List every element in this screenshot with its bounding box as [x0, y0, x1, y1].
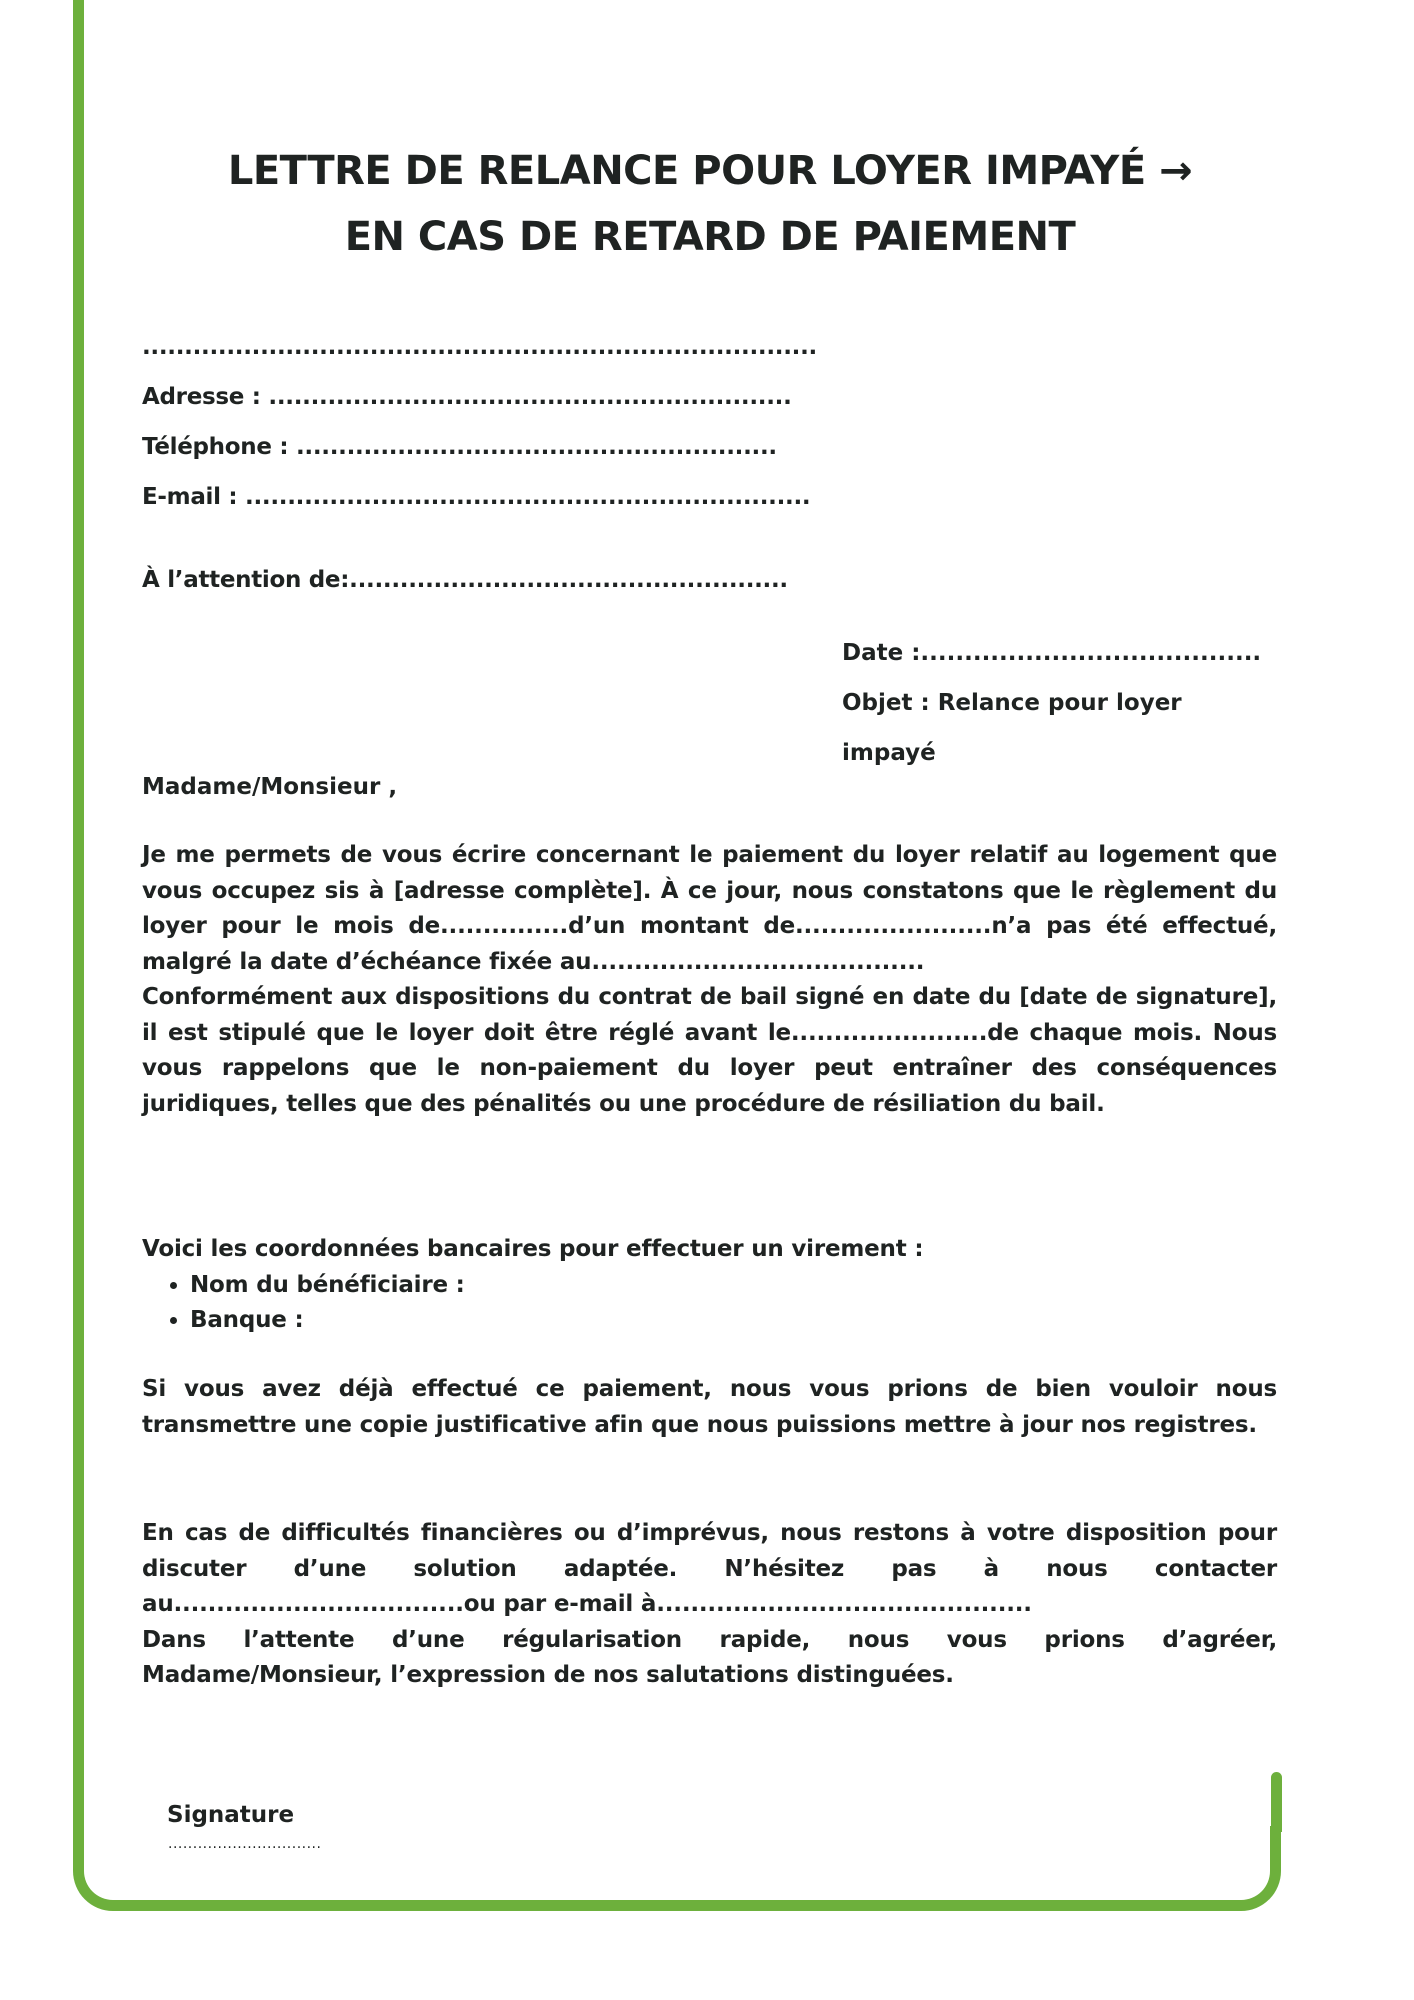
paragraph-financial-difficulties: En cas de difficultés financières ou d’imprévus, nous restons à votre disposition pour discuter d’une solution adaptée. N’hésitez pas à nous contacter au..................................ou par e-mail à............................................ — [142, 1520, 1277, 1617]
sender-email-field: E-mail : ................................................................... — [142, 484, 811, 510]
already-paid-text: Si vous avez déjà effectué ce paiement, nous vous prions de bien vouloir nous transmettre une copie justificative afin que nous puissions mettre à jour nos registres. — [142, 1376, 1277, 1438]
sender-phone-field: Téléphone : ......................................................... — [142, 434, 777, 460]
sender-address-field: Adresse : .............................................................. — [142, 384, 792, 410]
sender-block — [142, 322, 817, 522]
title-line-2: EN CAS DE RETARD DE PAIEMENT — [344, 214, 1076, 260]
salutation: Madame/Monsieur , — [142, 774, 398, 800]
bank-details-intro: Voici les coordonnées bancaires pour effectuer un virement : — [142, 1236, 924, 1262]
paragraph-bank-details — [142, 1232, 1277, 1339]
signature-line: ............................... — [168, 1836, 322, 1852]
subject-line-2: impayé — [842, 740, 936, 766]
green-frame-left-border — [73, 0, 84, 1870]
green-frame-right-border — [1271, 1772, 1282, 1832]
paragraph-closing — [142, 1516, 1277, 1694]
paragraph-closing-formula: Dans l’attente d’une régularisation rapide, nous vous prions d’agréer, Madame/Monsieur, l’expression de nos salutations distinguées. — [142, 1626, 1277, 1688]
signature-label: Signature — [167, 1802, 295, 1828]
paragraph-already-paid — [142, 1372, 1277, 1443]
subject-line-1: Objet : Relance pour loyer — [842, 690, 1182, 716]
paragraph-lease-terms: Conformément aux dispositions du contrat de bail signé en date du [date de signature], il est stipulé que le loyer doit être réglé avant le.......................de chaque mois. Nous vous rappelons que le non-paiement du loyer peut entraîner des conséquences juridiques, telles que des pénalités ou une procédure de résiliation du bail. — [142, 984, 1277, 1117]
paragraph-payment-notice — [142, 838, 1277, 1122]
bank-details-list — [142, 1268, 1277, 1339]
sender-name-field: ................................................................................ — [142, 334, 817, 360]
recipient-attention-field: À l’attention de:.................................................... — [142, 567, 788, 593]
bank-name-item: • Banque : — [190, 1303, 1277, 1339]
letter-title — [140, 138, 1280, 270]
bank-beneficiary-item: • Nom du bénéficiaire : — [190, 1268, 1277, 1304]
title-line-1: LETTRE DE RELANCE POUR LOYER IMPAYÉ → — [227, 148, 1193, 194]
date-subject-block — [842, 628, 1282, 778]
paragraph-unpaid-rent: Je me permets de vous écrire concernant le paiement du loyer relatif au logement que vous occupez sis à [adresse complète]. À ce jour, nous constatons que le règlement du loyer pour le mois de...............d’un montant de.......................n’a pas été effectué, malgré la date d’échéance fixée au....................................... — [142, 842, 1277, 975]
date-field: Date :....................................... — [842, 640, 1262, 666]
